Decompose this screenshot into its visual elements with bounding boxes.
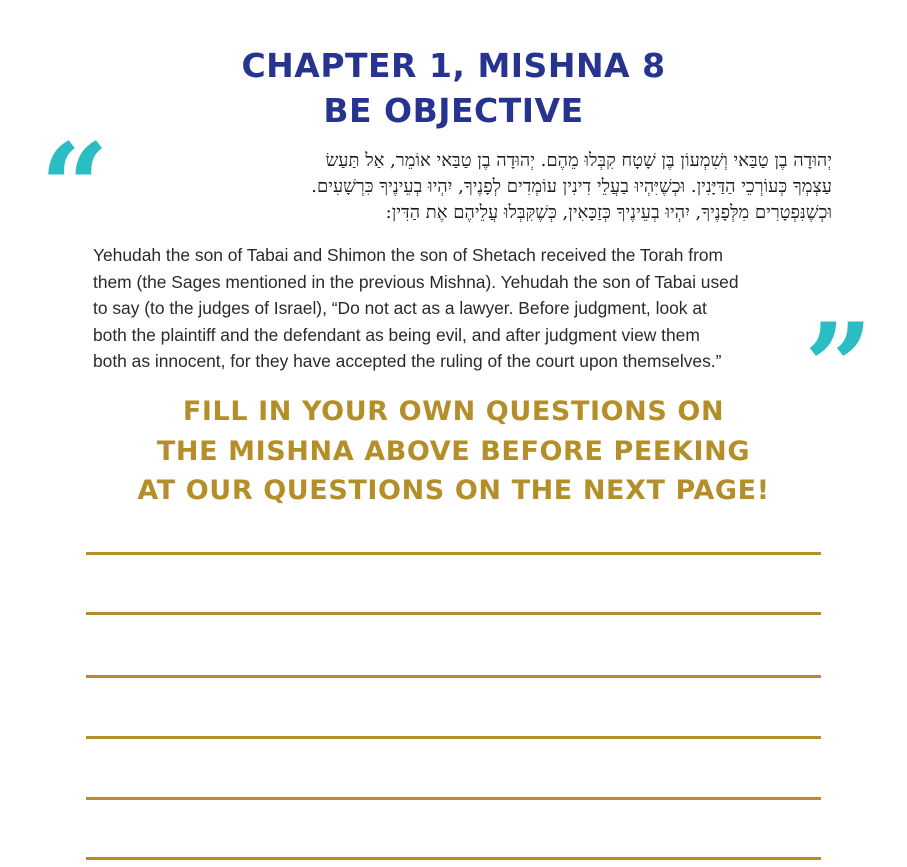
prompt-line: THE MISHNA ABOVE BEFORE PEEKING	[156, 435, 751, 467]
answer-line[interactable]	[86, 736, 821, 739]
english-line: both the plaintiff and the defendant as being evil, and after judgment view them	[93, 324, 700, 345]
english-line: Yehudah the son of Tabai and Shimon the son of Shetach received the Torah from	[93, 245, 724, 265]
questions-prompt	[0, 392, 907, 511]
prompt-line: FILL IN YOUR OWN QUESTIONS ON	[182, 396, 725, 427]
hebrew-line: עַצְמְךָ כְּעוֹרְכֵי הַדַּיָּנִין. וּכְשֶׁיִּהְיוּ בַעֲלֵי דִינִין עוֹמְדִים לְפָנֶיךָ, יִהְיוּ בְעֵינֶיךָ כִּרְשָׁעִים.	[311, 176, 832, 197]
chapter-title: CHAPTER 1, MISHNA 8	[241, 46, 666, 85]
open-quote-icon: “	[40, 117, 110, 258]
answer-line[interactable]	[86, 675, 821, 678]
english-line: them (the Sages mentioned in the previous Mishna). Yehudah the son of Tabai used	[93, 271, 739, 292]
hebrew-mishna-text	[120, 148, 832, 226]
prompt-line: AT OUR QUESTIONS ON THE NEXT PAGE!	[137, 475, 770, 506]
english-line: to say (to the judges of Israel), “Do not act as a lawyer. Before judgment, look at	[93, 298, 707, 318]
answer-line[interactable]	[86, 857, 821, 860]
answer-line[interactable]	[86, 552, 821, 555]
english-translation	[93, 242, 823, 375]
hebrew-line: וּכְשֶׁנִּפְטָרִים מִלְּפָנֶיךָ, יִהְיוּ בְעֵינֶיךָ כְּזַכָּאִין, כְּשֶׁקִּבְּלוּ עֲלֵיהֶם אֶת הַדִּין:	[385, 202, 832, 223]
answer-line[interactable]	[86, 797, 821, 800]
answer-line[interactable]	[86, 612, 821, 615]
close-quote-icon: ”	[804, 297, 874, 438]
hebrew-line: יְהוּדָה בֶן טַבַּאי וְשִׁמְעוֹן בֶּן שָׁטָח קִבְּלוּ מֵהֶם. יְהוּדָה בֶן טַבַּאי אוֹמֵר, אַל תַּעַשׂ	[325, 150, 832, 171]
english-line: both as innocent, for they have accepted the ruling of the court upon themselves.”	[93, 351, 722, 371]
chapter-subtitle: BE OBJECTIVE	[323, 91, 584, 130]
